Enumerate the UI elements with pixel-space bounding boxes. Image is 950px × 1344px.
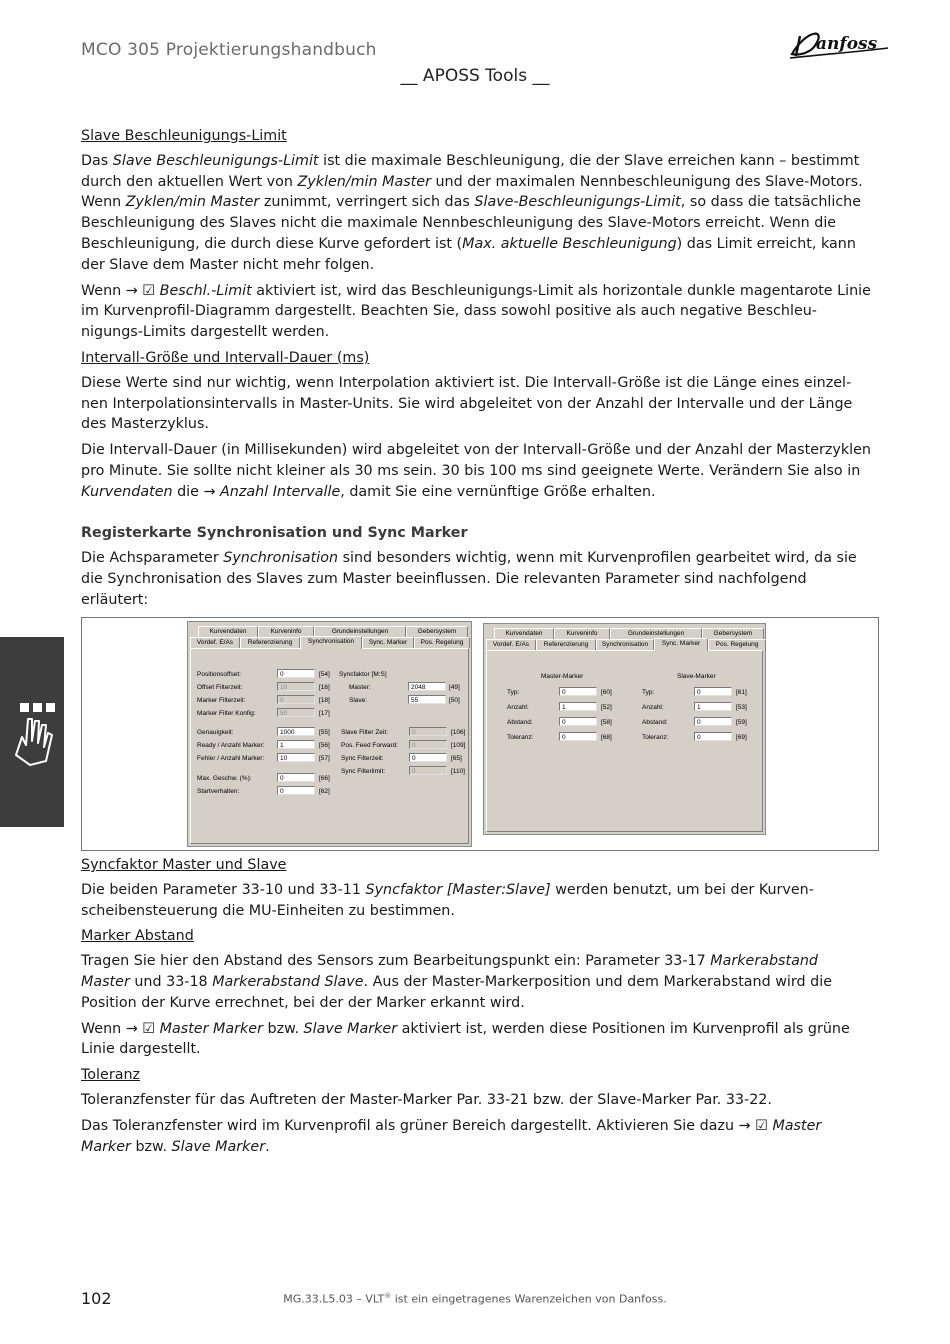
emphasis: Markerabstand Slave <box>212 973 364 990</box>
value-field[interactable]: 0 <box>694 717 732 726</box>
text-run: Das <box>81 152 113 169</box>
field-label: Typ: <box>507 689 520 696</box>
tab-panel <box>486 650 763 832</box>
text-run: ist die maximale Beschleunigung, die der Slave erreichen kann – bestimmt durch den aktuellen Wert von <box>81 152 860 190</box>
value-field[interactable]: 0 <box>277 786 315 795</box>
tab-grundeinstellungen[interactable]: Grundeinstellungen <box>610 628 702 639</box>
emphasis: Anzahl Intervalle <box>220 483 341 500</box>
emphasis: Master Marker <box>159 1020 263 1037</box>
text-run: Wenn → ☑ <box>81 1020 160 1037</box>
tab-synchronisation[interactable]: Synchronisation <box>596 639 654 650</box>
param-number: [65] <box>451 755 462 762</box>
param-number: [60] <box>601 689 612 696</box>
emphasis: Zyklen/min Master <box>297 173 431 190</box>
value-field[interactable]: 10 <box>277 682 315 691</box>
tab-row-top <box>494 628 764 639</box>
tab-referenzierung[interactable]: Referenzierung <box>240 637 300 648</box>
field-label: Typ: <box>642 689 655 696</box>
text-run: Toleranzfenster für das Auftreten der Master-Marker Par. 33-21 bzw. der Slave-Marker Par. 33-22. <box>81 1091 772 1108</box>
value-field[interactable]: 0 <box>409 766 447 775</box>
tab-pos-regelung[interactable]: Pos. Regelung <box>414 637 470 648</box>
value-field[interactable]: 50 <box>277 708 315 717</box>
tab-kurvendaten[interactable]: Kurvendaten <box>198 626 258 637</box>
text-run: werden benutzt, um bei der Kurvenscheibensteuerung die MU-Einheiten zu bestimmen. <box>81 881 814 919</box>
paragraph <box>81 548 871 610</box>
value-field[interactable]: 1 <box>694 702 732 711</box>
field-label: Toleranz: <box>642 734 669 741</box>
svg-text:anfoss: anfoss <box>816 34 878 54</box>
param-number: [53] <box>736 704 747 711</box>
param-number: [52] <box>601 704 612 711</box>
heading-toleranz: Toleranz <box>81 1067 141 1084</box>
footer-doc-id: MG.33.L5.03 – VLT <box>283 1292 385 1306</box>
value-field[interactable]: 10 <box>277 753 315 762</box>
param-number: [18] <box>319 697 330 704</box>
text-run: die → <box>172 483 221 500</box>
slave-marker-group-label: Slave-Marker <box>677 673 716 680</box>
tab-kurveninfo[interactable]: Kurveninfo <box>554 628 610 639</box>
document-title: MCO 305 Projektierungshandbuch <box>81 40 377 60</box>
value-field[interactable]: 0 <box>559 717 597 726</box>
text-run: aktiviert ist, werden diese Positionen im Kurvenprofil als grüne Linie dargestellt. <box>81 1020 850 1058</box>
paragraph <box>81 373 871 435</box>
value-field[interactable]: 1000 <box>277 727 315 736</box>
master-field[interactable]: 2048 <box>408 682 446 691</box>
field-label: Max. Geschw. (%): <box>197 775 252 782</box>
emphasis: Zyklen/min Master <box>125 194 260 211</box>
param-number: [68] <box>601 734 612 741</box>
param-number: [54] <box>319 671 330 678</box>
text-run: und 33-18 <box>129 973 213 990</box>
registered-mark: ® <box>384 1292 392 1300</box>
value-field[interactable]: 0 <box>694 687 732 696</box>
value-field[interactable]: 0 <box>559 687 597 696</box>
value-field[interactable]: 0 <box>277 773 315 782</box>
field-label: Sync Filterzeit: <box>341 755 384 762</box>
value-field[interactable]: 1 <box>559 702 597 711</box>
tab-grundeinstellungen[interactable]: Grundeinstellungen <box>314 626 406 637</box>
param-number: [106] <box>451 729 466 736</box>
tab-synchronisation[interactable]: Synchronisation <box>300 636 362 649</box>
screenshot-figure <box>81 617 879 851</box>
text-run: Wenn → ☑ <box>81 282 160 299</box>
param-number: [69] <box>736 734 747 741</box>
value-field[interactable]: 0 <box>277 695 315 704</box>
field-label: Abstand: <box>642 719 668 726</box>
paragraph <box>81 1019 871 1061</box>
value-field[interactable]: 0 <box>277 669 315 678</box>
value-field[interactable]: 1 <box>277 740 315 749</box>
text-run: . <box>265 1138 270 1155</box>
emphasis: Max. aktuelle Beschleunigung <box>462 235 677 252</box>
tab-referenzierung[interactable]: Referenzierung <box>536 639 596 650</box>
dialog-synchronisation <box>187 621 472 847</box>
emphasis: Master Marker <box>81 1117 822 1155</box>
text-run: bzw. <box>130 1138 172 1155</box>
emphasis: Beschl.-Limit <box>159 282 252 299</box>
paragraph <box>81 1090 871 1111</box>
field-label: Startverhalten: <box>197 788 240 795</box>
heading-marker-abstand: Marker Abstand <box>81 928 194 945</box>
param-number: [49] <box>449 684 460 691</box>
tab-row-bottom <box>486 639 766 650</box>
heading-slave-beschleunigungs-limit: Slave Beschleunigungs-Limit <box>81 128 287 144</box>
dialog-sync-marker <box>483 623 766 835</box>
value-field[interactable]: 0 <box>694 732 732 741</box>
emphasis: Slave Marker <box>171 1138 266 1155</box>
field-label: Marker Filterzeit: <box>197 697 246 704</box>
heading-syncfaktor: Syncfaktor Master und Slave <box>81 857 287 873</box>
field-label: Anzahl: <box>642 704 664 711</box>
emphasis: Slave-Beschleunigungs-Limit <box>474 194 681 211</box>
text-run: . Aus der Master-Markerposition und dem Markerabstand wird die Position der Kurve errechnet, bei der der Marker erkannt wird. <box>81 973 832 1011</box>
heading-intervall: Intervall-Größe und Intervall-Dauer (ms) <box>81 349 370 366</box>
tab-sync-marker[interactable]: Sync. Marker <box>654 638 708 651</box>
tab-pos-regelung[interactable]: Pos. Regelung <box>708 639 766 650</box>
param-number: [56] <box>319 742 330 749</box>
text-run: Tragen Sie hier den Abstand des Sensors zum Bearbeitungspunkt ein: Parameter 33-17 <box>81 953 711 970</box>
paragraph <box>81 880 871 922</box>
master-label: Master: <box>349 684 371 691</box>
tab-sync-marker[interactable]: Sync. Marker <box>362 637 414 648</box>
emphasis: Kurvendaten <box>81 483 173 500</box>
text-run: aktiviert ist, wird das Beschleunigungs-Limit als horizontale dunkle magentarote Linie im Kurvenprofil-Diagramm dargestellt. Beachten Sie, dass sowohl positive als auch negative Beschleunigungs-Limits dargestellt werden. <box>81 282 871 341</box>
value-field[interactable]: 0 <box>409 753 447 762</box>
tab-panel <box>190 648 469 844</box>
value-field[interactable]: 0 <box>559 732 597 741</box>
text-run: ) das Limit erreicht, kann der Slave dem Master nicht mehr folgen. <box>81 235 856 273</box>
field-label: Sync Filterlimit: <box>341 768 386 775</box>
emphasis: Slave Beschleunigungs-Limit <box>112 152 319 169</box>
tab-kurveninfo[interactable]: Kurveninfo <box>258 626 314 637</box>
hand-pointer-icon <box>0 637 64 827</box>
param-number: [110] <box>451 768 465 775</box>
text-run: Das Toleranzfenster wird im Kurvenprofil als grüner Bereich dargestellt. Aktivieren Sie dazu → ☑ <box>81 1117 773 1134</box>
text-run: Die beiden Parameter 33-10 und 33-11 <box>81 881 366 898</box>
param-number: [55] <box>319 729 330 736</box>
master-marker-group-label: Master-Marker <box>541 673 584 680</box>
param-number: [61] <box>736 689 747 696</box>
heading-registerkarte-synchronisation: Registerkarte Synchronisation und Sync Marker <box>81 524 468 541</box>
chapter-title: __ APOSS Tools __ <box>400 66 550 86</box>
param-number: [109] <box>451 742 466 749</box>
paragraph <box>81 951 871 1013</box>
text-run: sind besonders wichtig, wenn mit Kurvenprofilen gearbeitet wird, da sie die Synchronisation des Slaves zum Master beeinflussen. Die relevanten Parameter sind nachfolgend erläutert: <box>81 550 857 608</box>
footer-text <box>0 1292 950 1306</box>
param-number: [59] <box>736 719 747 726</box>
text-run: Diese Werte sind nur wichtig, wenn Interpolation aktiviert ist. Die Intervall-Größe ist die Länge eines einzelnen Interpolationsintervalls in Master-Units. Sie wird abgeleitet von der Anzahl der Intervalle und der Länge des Masterzyklus. <box>81 374 853 433</box>
emphasis: Syncfaktor [Master:Slave] <box>365 881 551 898</box>
field-label: Pos. Feed Forward: <box>341 742 399 749</box>
field-label: Fehler / Anzahl Marker: <box>197 755 265 762</box>
field-label: Ready / Anzahl Marker: <box>197 742 265 749</box>
emphasis: Markerabstand Master <box>81 953 819 990</box>
text-run: zunimmt, verringert sich das <box>259 194 475 211</box>
field-label: Slave Filter Zeit: <box>341 729 388 736</box>
param-number: [50] <box>449 697 460 704</box>
text-run: , damit Sie eine vernünftige Größe erhalten. <box>340 483 656 500</box>
emphasis: Synchronisation <box>223 550 339 567</box>
text-run: bzw. <box>262 1020 304 1037</box>
paragraph <box>81 440 871 502</box>
text-run: Die Achsparameter <box>81 550 224 567</box>
footer-trademark: ist ein eingetragenes Warenzeichen von Danfoss. <box>391 1292 667 1306</box>
danfoss-logo <box>786 24 890 62</box>
tab-gebersystem[interactable]: Gebersystem <box>702 628 764 639</box>
slave-label: Slave: <box>349 697 368 704</box>
slave-field[interactable]: 55 <box>408 695 446 704</box>
paragraph <box>81 151 871 276</box>
main-content <box>81 126 871 616</box>
text-run: , so dass die tatsächliche Beschleunigung des Slaves nicht die maximale Nennbeschleunigung des Slave-Motors erreicht. Wenn die Beschleunigung, die durch diese Kurve gefordert ist ( <box>81 194 862 252</box>
tab-kurvendaten[interactable]: Kurvendaten <box>494 628 554 639</box>
field-label: Offset Filterzeit: <box>197 684 243 691</box>
tab-gebersystem[interactable]: Gebersystem <box>406 626 468 637</box>
field-label: Toleranz: <box>507 734 534 741</box>
param-number: [62] <box>319 788 330 795</box>
lower-content <box>81 855 871 1162</box>
syncfaktor-label: Syncfaktor [M:S] <box>339 671 387 678</box>
param-number: [17] <box>319 710 330 717</box>
field-label: Abstand: <box>507 719 533 726</box>
chapter-tab-marker <box>0 637 64 827</box>
text-run: und der maximalen Nennbeschleunigung des Slave-Motors. Wenn <box>81 173 863 211</box>
field-label: Anzahl: <box>507 704 529 711</box>
emphasis: Slave Marker <box>303 1020 398 1037</box>
tab-vordef-eas[interactable]: Vordef. E/As <box>486 639 536 650</box>
field-label: Positionsoffset: <box>197 671 241 678</box>
param-number: [66] <box>319 775 330 782</box>
param-number: [58] <box>601 719 612 726</box>
page-number: 102 <box>81 1289 112 1308</box>
paragraph <box>81 1116 871 1158</box>
param-number: [57] <box>319 755 330 762</box>
field-label: Marker Filter Konfig: <box>197 710 256 717</box>
field-label: Genauigkeit: <box>197 729 234 736</box>
value-field[interactable]: 0 <box>409 740 447 749</box>
value-field[interactable]: 0 <box>409 727 447 736</box>
tab-row-bottom <box>190 637 470 648</box>
tab-vordef-eas[interactable]: Vordef. E/As <box>190 637 240 648</box>
paragraph <box>81 281 871 343</box>
text-run: Die Intervall-Dauer (in Millisekunden) wird abgeleitet von der Intervall-Größe und der Anzahl der Masterzyklen pro Minute. Sie sollte nicht kleiner als 30 ms sein. 30 bis 100 ms sind geeignete Werte. Verändern Sie also in <box>81 442 871 479</box>
param-number: [16] <box>319 684 330 691</box>
